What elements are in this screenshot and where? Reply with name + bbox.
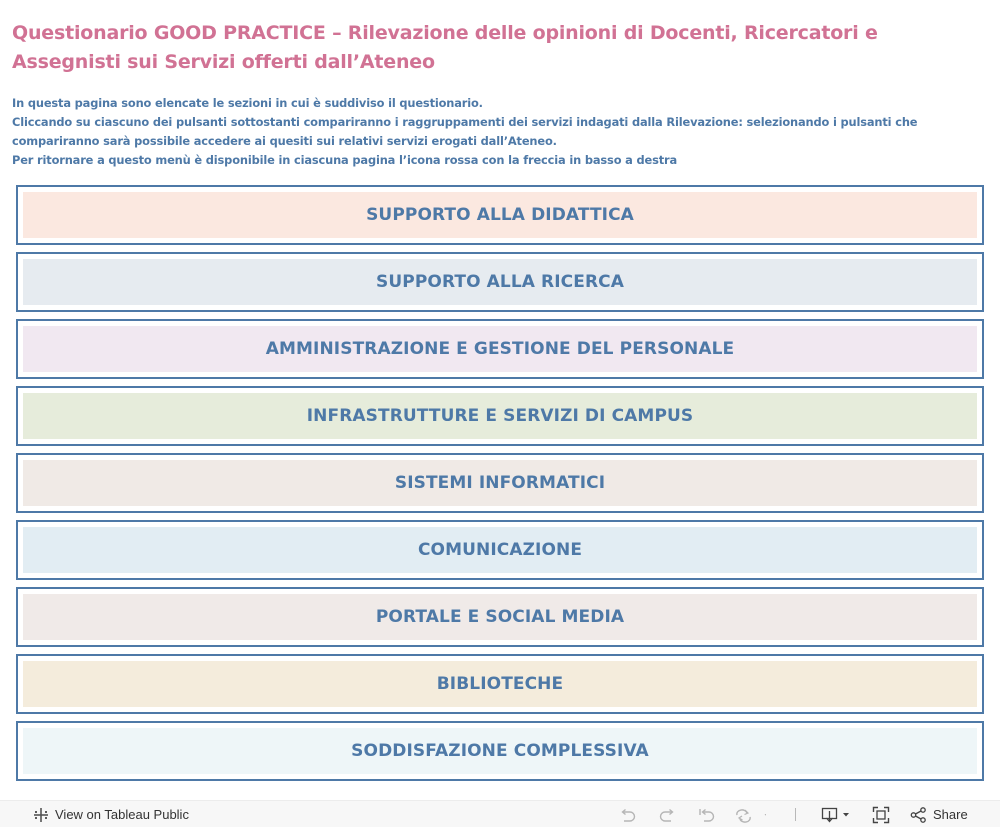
revert-icon bbox=[698, 807, 716, 823]
section-label: COMUNICAZIONE bbox=[23, 527, 977, 573]
redo-button[interactable] bbox=[658, 801, 676, 827]
undo-icon bbox=[619, 807, 637, 823]
fullscreen-button[interactable] bbox=[872, 801, 890, 827]
share-button[interactable] bbox=[910, 801, 968, 827]
redo-icon bbox=[658, 807, 676, 823]
share-label: Share bbox=[933, 807, 968, 822]
section-label: SUPPORTO ALLA DIDATTICA bbox=[23, 192, 977, 238]
section-label: SISTEMI INFORMATICI bbox=[23, 460, 977, 506]
undo-button[interactable] bbox=[619, 801, 637, 827]
refresh-icon bbox=[734, 807, 766, 823]
tableau-logo-icon bbox=[33, 807, 49, 823]
section-button-amministrazione[interactable] bbox=[16, 319, 984, 379]
section-label: BIBLIOTECHE bbox=[23, 661, 977, 707]
section-label: SUPPORTO ALLA RICERCA bbox=[23, 259, 977, 305]
section-button-comunicazione[interactable] bbox=[16, 520, 984, 580]
section-button-sistemi-informatici[interactable] bbox=[16, 453, 984, 513]
section-menu bbox=[16, 185, 984, 788]
intro-line-3: Per ritornare a questo menù è disponibile in ciascuna pagina l’icona rossa con la freccia in basso a destra bbox=[12, 153, 678, 167]
view-on-tableau-link[interactable] bbox=[33, 801, 189, 827]
section-label: PORTALE E SOCIAL MEDIA bbox=[23, 594, 977, 640]
refresh-button[interactable] bbox=[734, 801, 766, 827]
download-button[interactable] bbox=[821, 801, 851, 827]
revert-button[interactable] bbox=[698, 801, 716, 827]
section-button-supporto-ricerca[interactable] bbox=[16, 252, 984, 312]
section-button-soddisfazione[interactable] bbox=[16, 721, 984, 781]
intro-line-1: In questa pagina sono elencate le sezioni in cui è suddiviso il questionario. bbox=[12, 96, 483, 110]
section-button-portale-social[interactable] bbox=[16, 587, 984, 647]
view-on-tableau-label: View on Tableau Public bbox=[55, 807, 189, 822]
tableau-toolbar bbox=[0, 800, 1000, 827]
section-label: INFRASTRUTTURE E SERVIZI DI CAMPUS bbox=[23, 393, 977, 439]
section-label: AMMINISTRAZIONE E GESTIONE DEL PERSONALE bbox=[23, 326, 977, 372]
page-title: Questionario GOOD PRACTICE – Rilevazione delle opinioni di Docenti, Ricercatori e Assegnisti sui Servizi offerti dall’Ateneo bbox=[12, 22, 878, 73]
intro-line-2: Cliccando su ciascuno dei pulsanti sottostanti compariranno i raggruppamenti dei servizi indagati dalla Rilevazione: selezionando i pulsanti che compariranno sarà possibile accedere ai quesiti sui relativi servizi erogati dall’Ateneo. bbox=[12, 115, 918, 148]
section-button-biblioteche[interactable] bbox=[16, 654, 984, 714]
toolbar-divider bbox=[795, 808, 796, 821]
fullscreen-icon bbox=[872, 806, 890, 824]
intro-text bbox=[12, 94, 988, 170]
section-button-infrastrutture[interactable] bbox=[16, 386, 984, 446]
share-icon bbox=[910, 807, 927, 823]
section-button-supporto-didattica[interactable] bbox=[16, 185, 984, 245]
section-label: SODDISFAZIONE COMPLESSIVA bbox=[23, 728, 977, 774]
download-icon bbox=[821, 807, 851, 823]
